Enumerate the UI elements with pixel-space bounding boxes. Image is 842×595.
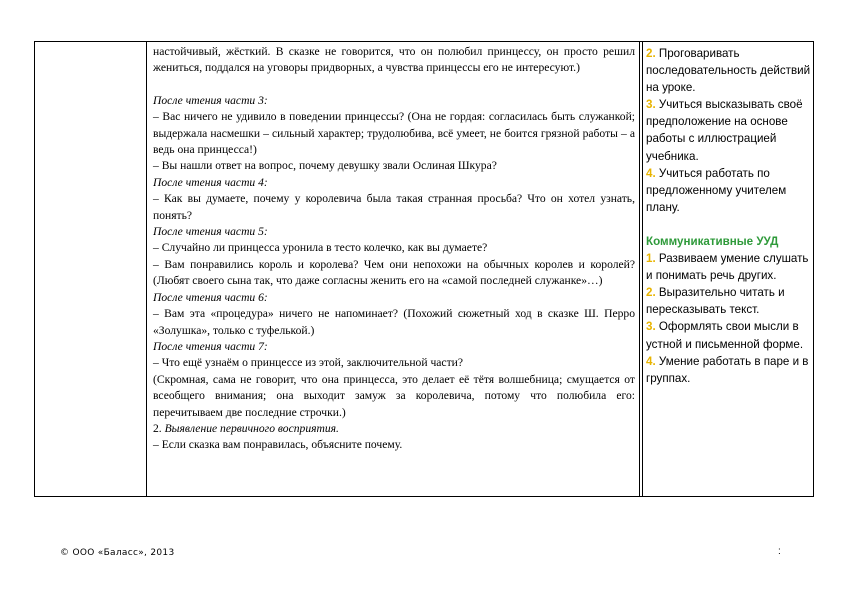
copyright-footer: © ООО «Баласс», 2013 [60,548,175,558]
uud-item-text: Учиться работать по предложенному учителем плану. [646,166,787,214]
uud-item-text: Умение работать в паре и в группах. [646,354,809,385]
uud-item-number: 2. [646,47,656,60]
uud-item-number: 4. [646,166,656,180]
question-text: – Что ещё узнаём о принцессе из этой, заключительной части? [153,356,463,370]
uud-cell [646,45,812,387]
reading-part-heading: После чтения части 5: [153,225,268,239]
uud-item [646,318,812,352]
question-text: настойчивый, жёсткий. В сказке не говорится, что он полюбил принцессу, он просто решил жениться, поддался на уговоры придворных, а чувства принцессы его не интересуют.) [153,45,635,75]
reading-part-heading: После чтения части 4: [153,175,268,189]
uud-item [646,96,812,164]
question-text: (Скромная, сама не говорит, что она принцесса, это делает её тётя волшебница; смущается от всеобщего внимания; она выходит замуж за королевича, потому что полюбила его: перечитываем две последние строчки.) [153,372,635,419]
regulatory-uud-list [646,45,812,216]
uud-item-number: 3. [646,98,656,112]
question-text: – Как вы думаете, почему у королевича была такая странная просьба? Что он хотел узнать, понять? [153,192,635,222]
stage-title: Выявление первичного восприятия. [164,421,339,435]
uud-item [646,284,812,318]
uud-item-number: 1. [646,252,656,266]
uud-item [646,165,812,216]
reading-part-heading: После чтения части 3: [153,93,268,107]
communicative-uud-heading: Коммуникативные УУД [646,234,779,248]
reading-part-heading: После чтения части 6: [153,290,268,304]
question-text: – Вам эта «процедура» ничего не напоминает? (Похожий сюжетный ход в сказке Ш. Перро «Золушка», только с туфелькой.) [153,307,635,337]
question-text: – Вас ничего не удивило в поведении принцессы? (Она не гордая: согласилась быть служанкой; выдержала насмешки – сильный характер; трудолюбива, всё умеет, не боится грязной работы – а ведь она принцесса!) [153,110,635,157]
uud-item-number: 4. [646,354,656,368]
stage-heading [153,421,635,437]
lesson-table [34,41,814,497]
uud-item-text: Развиваем умение слушать и понимать речь других. [646,252,809,283]
stage-number: 2. [153,421,165,435]
uud-item [646,45,812,96]
uud-item-number: 3. [646,320,656,334]
column-divider [642,42,643,496]
communicative-uud-list [646,250,812,387]
reading-part-heading: После чтения части 7: [153,339,268,353]
uud-item-number: 2. [646,286,656,300]
question-text: – Случайно ли принцесса уронила в тесто колечко, как вы думаете? [153,241,488,255]
uud-item-text: Проговаривать последовательность действий на уроке. [646,47,811,95]
page-mark: : [778,546,781,557]
question-text: – Вы нашли ответ на вопрос, почему девушку звали Ослиная Шкура? [153,159,497,173]
uud-item-text: Учиться высказывать своё предположение на основе работы с иллюстрацией учебника. [646,98,803,163]
column-divider [146,42,147,496]
question-text: – Вам понравились король и королева? Чем они непохожи на обычных королев и королей? (Любят своего сына так, что даже согласны женить его на «самой последней служанке»…) [153,257,635,288]
question-text: – Если сказка вам понравилась, объясните почему. [153,438,403,452]
paragraph-gap [153,77,635,93]
uud-item-text: Оформлять свои мысли в устной и письменной форме. [646,320,804,351]
uud-item [646,353,812,387]
lesson-activity-cell [153,44,635,454]
uud-item [646,250,812,284]
uud-item-text: Выразительно читать и пересказывать текст. [646,286,785,317]
column-divider [639,42,640,496]
